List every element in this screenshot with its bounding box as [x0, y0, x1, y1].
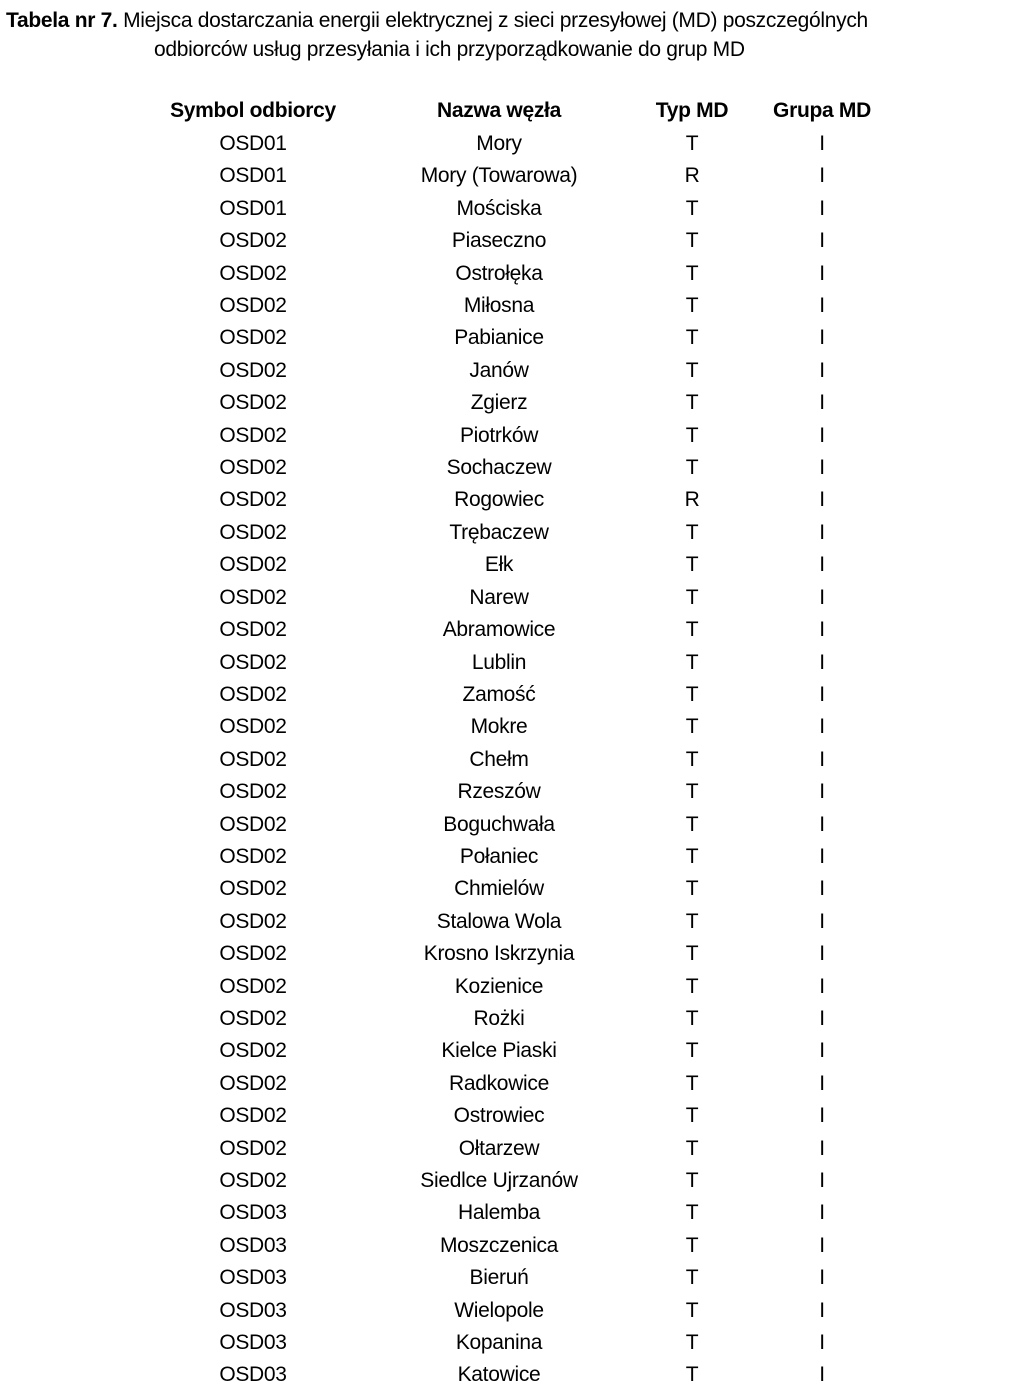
cell-symbol: OSD02 — [219, 812, 287, 836]
cell-node-name: Halemba — [458, 1201, 540, 1225]
cell-md-group: I — [819, 1039, 825, 1063]
cell-md-type: T — [685, 1104, 699, 1128]
cell-node-name: Lublin — [471, 650, 527, 674]
cell-md-type: T — [685, 261, 699, 285]
cell-symbol: OSD02 — [219, 877, 287, 901]
cell-md-group: I — [819, 1298, 825, 1322]
table-row — [140, 549, 892, 581]
table-row — [140, 1100, 892, 1132]
cell-symbol: OSD02 — [219, 456, 287, 480]
cell-node-name: Rzeszów — [457, 780, 541, 804]
cell-md-group: I — [819, 294, 825, 318]
cell-md-group: I — [819, 909, 825, 933]
cell-symbol: OSD02 — [219, 229, 287, 253]
cell-symbol: OSD02 — [219, 423, 287, 447]
table-row — [140, 1295, 892, 1327]
cell-symbol: OSD02 — [219, 942, 287, 966]
cell-md-group: I — [819, 229, 825, 253]
cell-md-group: I — [819, 391, 825, 415]
cell-md-type: T — [685, 1331, 699, 1355]
cell-md-type: T — [685, 1071, 699, 1095]
cell-symbol: OSD02 — [219, 585, 287, 609]
table-row — [140, 582, 892, 614]
cell-symbol: OSD02 — [219, 358, 287, 382]
caption-line-1: Miejsca dostarczania energii elektrycznej z sieci przesyłowej (MD) poszczególnych — [123, 9, 868, 32]
cell-md-type: T — [685, 1363, 699, 1387]
cell-md-type: T — [685, 1298, 699, 1322]
cell-md-type: T — [685, 326, 699, 350]
cell-md-group: I — [819, 1104, 825, 1128]
cell-node-name: Połaniec — [459, 844, 539, 868]
cell-md-type: T — [685, 1006, 699, 1030]
cell-md-group: I — [819, 553, 825, 577]
cell-symbol: OSD03 — [219, 1298, 287, 1322]
cell-node-name: Rożki — [473, 1006, 525, 1030]
table-row — [140, 679, 892, 711]
cell-md-type: T — [685, 877, 699, 901]
cell-md-type: T — [685, 423, 699, 447]
cell-node-name: Siedlce Ujrzanów — [420, 1169, 578, 1192]
cell-node-name: Moszczenica — [439, 1233, 559, 1257]
cell-md-type: T — [685, 358, 699, 382]
cell-node-name: Piaseczno — [451, 229, 547, 253]
table-row — [140, 290, 892, 322]
cell-md-group: I — [819, 132, 825, 155]
cell-md-type: T — [685, 456, 699, 480]
cell-md-type: R — [684, 164, 700, 188]
table-row — [140, 1327, 892, 1359]
table-row — [140, 906, 892, 938]
cell-node-name: Sochaczew — [446, 456, 552, 480]
cell-symbol: OSD02 — [219, 1104, 287, 1128]
cell-md-type: T — [685, 1266, 699, 1290]
cell-md-group: I — [819, 1266, 825, 1290]
header-symbol-odbiorcy: Symbol odbiorcy — [170, 99, 336, 122]
cell-symbol: OSD01 — [219, 164, 287, 188]
cell-md-type: T — [685, 294, 699, 318]
cell-md-type: R — [684, 488, 700, 512]
cell-md-group: I — [819, 877, 825, 901]
cell-symbol: OSD02 — [219, 780, 287, 804]
cell-md-group: I — [819, 164, 825, 188]
table-row — [140, 744, 892, 776]
cell-md-group: I — [819, 747, 825, 771]
cell-node-name: Chmielów — [454, 877, 544, 901]
cell-node-name: Boguchwała — [443, 812, 555, 836]
cell-md-type: T — [685, 682, 699, 706]
table-row — [140, 452, 892, 484]
cell-md-type: T — [685, 618, 699, 642]
cell-node-name: Katowice — [457, 1363, 541, 1387]
cell-symbol: OSD02 — [219, 682, 287, 706]
table-row — [140, 484, 892, 516]
cell-node-name: Miłosna — [463, 294, 535, 318]
cell-symbol: OSD02 — [219, 520, 287, 544]
cell-md-type: T — [685, 585, 699, 609]
cell-node-name: Ełk — [484, 553, 514, 577]
cell-md-group: I — [819, 1201, 825, 1225]
table-row — [140, 1197, 892, 1229]
cell-symbol: OSD02 — [219, 326, 287, 350]
cell-node-name: Abramowice — [442, 618, 556, 642]
cell-symbol: OSD02 — [219, 1071, 287, 1095]
cell-md-type: T — [685, 812, 699, 836]
cell-node-name: Stalowa Wola — [436, 909, 562, 933]
cell-node-name: Radkowice — [448, 1071, 549, 1095]
table-header-row — [140, 94, 892, 128]
cell-symbol: OSD02 — [219, 1136, 287, 1160]
cell-md-type: T — [685, 650, 699, 674]
table-body — [140, 128, 892, 1392]
cell-symbol: OSD02 — [219, 261, 287, 285]
cell-md-group: I — [819, 423, 825, 447]
table-row — [140, 647, 892, 679]
table-row — [140, 1165, 892, 1197]
table-row — [140, 1003, 892, 1035]
cell-symbol: OSD02 — [219, 909, 287, 933]
cell-md-type: T — [685, 553, 699, 577]
cell-md-type: T — [685, 520, 699, 544]
cell-md-type: T — [685, 780, 699, 804]
table-row — [140, 225, 892, 257]
cell-md-group: I — [819, 358, 825, 382]
cell-node-name: Zamość — [462, 682, 536, 706]
cell-node-name: Wielopole — [454, 1298, 544, 1322]
cell-node-name: Ostrołęka — [455, 261, 543, 285]
table-row — [140, 614, 892, 646]
cell-md-group: I — [819, 1169, 825, 1192]
cell-md-group: I — [819, 812, 825, 836]
cell-node-name: Krosno Iskrzynia — [423, 942, 575, 966]
table-row — [140, 160, 892, 192]
cell-symbol: OSD03 — [219, 1233, 287, 1257]
header-typ-md: Typ MD — [655, 99, 729, 122]
cell-symbol: OSD03 — [219, 1331, 287, 1355]
table-row — [140, 809, 892, 841]
table-row — [140, 355, 892, 387]
header-nazwa-wezla: Nazwa węzła — [437, 99, 561, 122]
cell-node-name: Mory (Towarowa) — [420, 164, 578, 188]
table-row — [140, 258, 892, 290]
cell-symbol: OSD02 — [219, 1169, 287, 1192]
cell-node-name: Chełm — [469, 747, 529, 771]
table-row — [140, 387, 892, 419]
cell-symbol: OSD02 — [219, 1006, 287, 1030]
cell-node-name: Narew — [469, 585, 529, 609]
cell-md-type: T — [685, 1136, 699, 1160]
table-row — [140, 517, 892, 549]
cell-md-group: I — [819, 326, 825, 350]
table-row — [140, 1068, 892, 1100]
table-caption — [6, 6, 1022, 64]
cell-node-name: Trębaczew — [449, 520, 549, 544]
cell-md-group: I — [819, 261, 825, 285]
cell-node-name: Ołtarzew — [458, 1136, 540, 1160]
caption-label: Tabela nr 7. — [6, 9, 118, 32]
cell-md-type: T — [685, 1169, 699, 1192]
cell-md-group: I — [819, 942, 825, 966]
cell-md-type: T — [685, 844, 699, 868]
cell-md-group: I — [819, 1363, 825, 1387]
cell-node-name: Kopanina — [455, 1331, 543, 1355]
table-row — [140, 873, 892, 905]
cell-symbol: OSD02 — [219, 844, 287, 868]
cell-md-type: T — [685, 747, 699, 771]
table-row — [140, 420, 892, 452]
table-row — [140, 938, 892, 970]
cell-md-type: T — [685, 229, 699, 253]
cell-md-group: I — [819, 682, 825, 706]
cell-symbol: OSD02 — [219, 1039, 287, 1063]
caption-line-2: odbiorców usług przesyłania i ich przyporządkowanie do grup MD — [154, 38, 745, 61]
cell-md-type: T — [685, 391, 699, 415]
table-row — [140, 193, 892, 225]
cell-md-group: I — [819, 1233, 825, 1257]
cell-md-group: I — [819, 456, 825, 480]
table-row — [140, 1035, 892, 1067]
cell-md-group: I — [819, 488, 825, 512]
cell-symbol: OSD02 — [219, 618, 287, 642]
cell-node-name: Zgierz — [470, 391, 528, 415]
cell-md-type: T — [685, 715, 699, 739]
table-row — [140, 1230, 892, 1262]
cell-md-group: I — [819, 780, 825, 804]
cell-md-type: T — [685, 132, 699, 155]
cell-node-name: Kozienice — [454, 974, 544, 998]
cell-symbol: OSD03 — [219, 1201, 287, 1225]
cell-symbol: OSD02 — [219, 294, 287, 318]
cell-symbol: OSD02 — [219, 488, 287, 512]
table-row — [140, 1262, 892, 1294]
cell-md-type: T — [685, 1039, 699, 1063]
table-row — [140, 971, 892, 1003]
cell-node-name: Ostrowiec — [453, 1104, 545, 1128]
table-row — [140, 322, 892, 354]
cell-symbol: OSD02 — [219, 715, 287, 739]
cell-md-group: I — [819, 1331, 825, 1355]
cell-md-type: T — [685, 909, 699, 933]
cell-md-type: T — [685, 196, 699, 220]
cell-symbol: OSD02 — [219, 747, 287, 771]
table-row — [140, 711, 892, 743]
cell-node-name: Bieruń — [469, 1266, 529, 1290]
cell-md-group: I — [819, 715, 825, 739]
cell-md-group: I — [819, 1006, 825, 1030]
cell-node-name: Mościska — [456, 196, 542, 220]
cell-node-name: Kielce Piaski — [441, 1039, 557, 1063]
cell-node-name: Mokre — [470, 715, 528, 739]
cell-symbol: OSD03 — [219, 1266, 287, 1290]
cell-symbol: OSD01 — [219, 196, 287, 220]
cell-node-name: Janów — [469, 358, 529, 382]
cell-md-group: I — [819, 844, 825, 868]
cell-node-name: Piotrków — [459, 423, 539, 447]
cell-md-group: I — [819, 974, 825, 998]
cell-md-type: T — [685, 974, 699, 998]
table-row — [140, 128, 892, 160]
cell-symbol: OSD03 — [219, 1363, 287, 1387]
cell-md-group: I — [819, 650, 825, 674]
cell-symbol: OSD02 — [219, 650, 287, 674]
cell-md-group: I — [819, 1136, 825, 1160]
table-row — [140, 1133, 892, 1165]
cell-md-group: I — [819, 520, 825, 544]
cell-md-group: I — [819, 196, 825, 220]
cell-md-group: I — [819, 585, 825, 609]
delivery-points-table — [140, 94, 892, 1392]
table-row — [140, 841, 892, 873]
cell-node-name: Mory — [476, 132, 522, 155]
cell-symbol: OSD02 — [219, 391, 287, 415]
cell-md-type: T — [685, 1201, 699, 1225]
cell-node-name: Rogowiec — [454, 488, 544, 512]
cell-symbol: OSD01 — [219, 132, 287, 155]
cell-md-type: T — [685, 1233, 699, 1257]
cell-symbol: OSD02 — [219, 553, 287, 577]
cell-md-group: I — [819, 618, 825, 642]
table-header — [140, 94, 892, 128]
header-grupa-md: Grupa MD — [773, 99, 871, 122]
cell-md-group: I — [819, 1071, 825, 1095]
cell-symbol: OSD02 — [219, 974, 287, 998]
table-row — [140, 776, 892, 808]
table-row — [140, 1359, 892, 1391]
cell-md-type: T — [685, 942, 699, 966]
cell-node-name: Pabianice — [454, 326, 544, 350]
